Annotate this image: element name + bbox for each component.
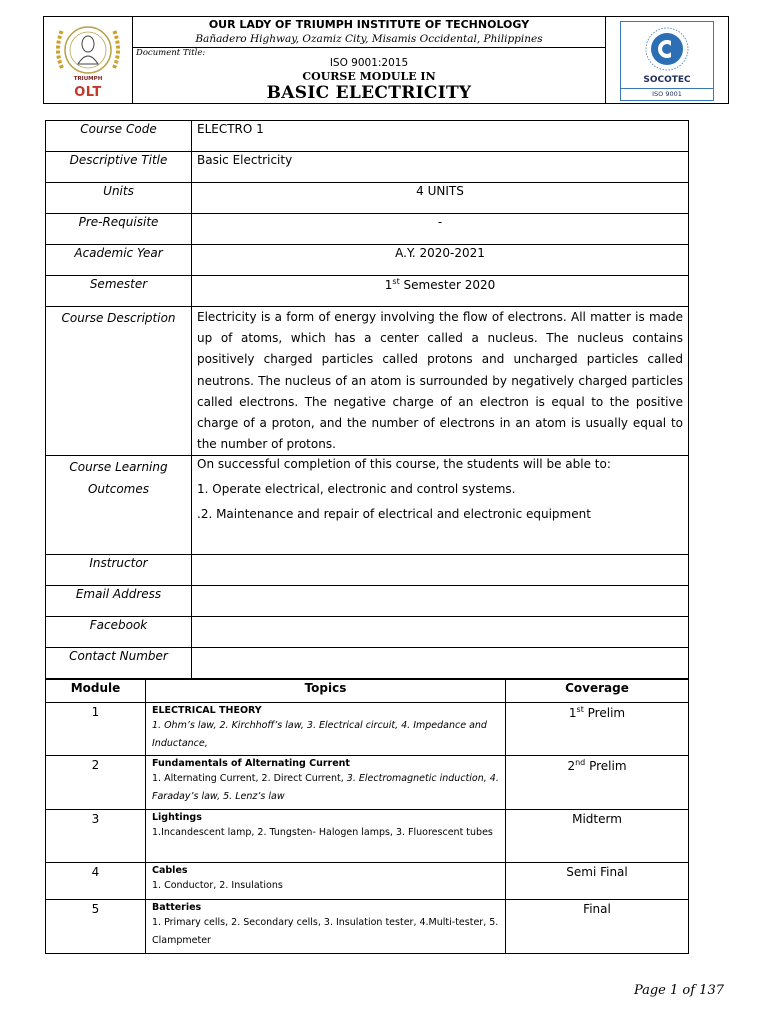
laurel-seal-icon [48,20,128,86]
certification-cell [605,17,728,103]
logo-olt-text: OLT [74,85,102,100]
row-instructor [46,555,689,586]
module-title: Batteries [152,902,202,913]
row-units [46,183,689,214]
document-title-label: Document Title: [136,48,206,58]
row-semester [46,276,689,307]
contact-value[interactable] [192,648,689,679]
outcome-item: 1. Operate electrical, electronic and control systems. [197,482,516,497]
module-desc: 1. Primary cells, 2. Secondary cells, 3. Insulation tester, 4.Multi-tester, 5. Clampmeter [152,917,499,946]
module-coverage [506,703,689,756]
module-desc-part-italic: 3. Electromagnetic induction, 4. Faraday’s law, 5. Lenz’s law [152,773,499,802]
academic-year-value: A.Y. 2020-2021 [192,245,689,276]
contact-label: Contact Number [46,648,192,679]
module-coverage [506,756,689,810]
table-row [46,703,689,756]
semester-value [192,276,689,307]
module-header: Module [46,680,146,703]
semester-suffix: st [392,277,400,286]
socotec-brand: SOCOTEC [643,75,691,85]
module-coverage: Semi Final [506,863,689,900]
units-value: 4 UNITS [192,183,689,214]
module-label: COURSE MODULE IN [302,70,436,83]
subject-title: BASIC ELECTRICITY [266,83,472,103]
module-desc: 1. Ohm’s law, 2. Kirchhoff’s law, 3. Electrical circuit, 4. Impedance and Inductance, [152,720,487,749]
row-course-code [46,121,689,152]
academic-year-label: Academic Year [46,245,192,276]
module-desc-part: 1. Alternating Current, 2. Direct Current, [152,773,347,784]
row-prerequisite [46,214,689,245]
outcome-item: .2. Maintenance and repair of electrical and electronic equipment [197,507,591,522]
module-number: 2 [46,756,146,810]
module-topics [146,863,506,900]
page-number: Page 1 of 137 [633,983,724,998]
topics-header: Topics [146,680,506,703]
instructor-label: Instructor [46,555,192,586]
module-number: 3 [46,810,146,863]
row-course-description [46,307,689,456]
course-code-label: Course Code [46,121,192,152]
learning-outcomes-label: Course Learning Outcomes [46,456,192,555]
instructor-value[interactable] [192,555,689,586]
descriptive-title-label: Descriptive Title [46,152,192,183]
prerequisite-label: Pre-Requisite [46,214,192,245]
row-email [46,586,689,617]
email-label: Email Address [46,586,192,617]
module-title: Lightings [152,812,202,823]
row-contact [46,648,689,679]
socotec-logo-icon [621,22,713,74]
semester-label: Semester [46,276,192,307]
school-logo [48,20,128,100]
course-info-table [45,120,689,679]
document-header [43,16,729,104]
row-academic-year [46,245,689,276]
course-description-label: Course Description [46,307,192,456]
module-number: 5 [46,900,146,954]
facebook-value[interactable] [192,617,689,648]
module-desc [152,770,499,806]
socotec-badge [620,21,714,101]
coverage-number: 1 [568,706,577,720]
course-code-value: ELECTRO 1 [192,121,689,152]
table-row [46,810,689,863]
email-value[interactable] [192,586,689,617]
module-table-header [46,680,689,703]
institution-name: OUR LADY OF TRIUMPH INSTITUTE OF TECHNOLOGY [208,18,530,31]
coverage-suffix: st [576,705,584,714]
row-facebook [46,617,689,648]
prerequisite-value: - [192,214,689,245]
module-number: 4 [46,863,146,900]
module-table [45,679,689,954]
table-row [46,900,689,954]
header-title-block [132,17,606,103]
module-topics [146,900,506,954]
module-number: 1 [46,703,146,756]
module-coverage: Midterm [506,810,689,863]
semester-number: 1 [384,278,393,292]
svg-text:TRIUMPH: TRIUMPH [73,76,103,82]
row-descriptive-title [46,152,689,183]
coverage-text: Prelim [583,706,626,720]
institution-address: Bañadero Highway, Ozamiz City, Misamis Occidental, Philippines [132,33,606,48]
learning-outcomes-value [192,456,689,555]
facebook-label: Facebook [46,617,192,648]
coverage-number: 2 [567,759,576,773]
course-description-value: Electricity is a form of energy involving the flow of electrons. All matter is made up of atoms, which has a center called a nucleus. The nucleus contains positively charged particles called protons and uncharged particles called neutrons. The nucleus of an atom is surrounded by negatively charged particles called electrons. The negative charge of an electron is equal to the positive charge of a proton, and the number of electrons in an atom is usually equal to the number of protons. [192,307,689,456]
coverage-text: Prelim [585,759,627,773]
descriptive-title-value: Basic Electricity [192,152,689,183]
outcomes-intro: On successful completion of this course, the students will be able to: [197,457,611,472]
module-coverage: Final [506,900,689,954]
module-topics [146,756,506,810]
module-topics [146,703,506,756]
module-topics [146,810,506,863]
row-learning-outcomes [46,456,689,555]
logo-cell [44,17,133,103]
cert-standard: ISO 9001 [621,88,713,98]
table-row [46,756,689,810]
semester-text: Semester 2020 [399,278,496,292]
module-desc: 1.Incandescent lamp, 2. Tungsten- Halogen lamps, 3. Fluorescent tubes [152,827,493,838]
module-title: Fundamentals of Alternating Current [152,758,350,769]
coverage-header: Coverage [506,680,689,703]
units-label: Units [46,183,192,214]
table-row [46,863,689,900]
module-title: Cables [152,865,188,876]
module-title: ELECTRICAL THEORY [152,705,262,716]
module-desc: 1. Conductor, 2. Insulations [152,880,283,891]
iso-standard: ISO 9001:2015 [329,57,409,69]
coverage-suffix: nd [575,758,586,767]
